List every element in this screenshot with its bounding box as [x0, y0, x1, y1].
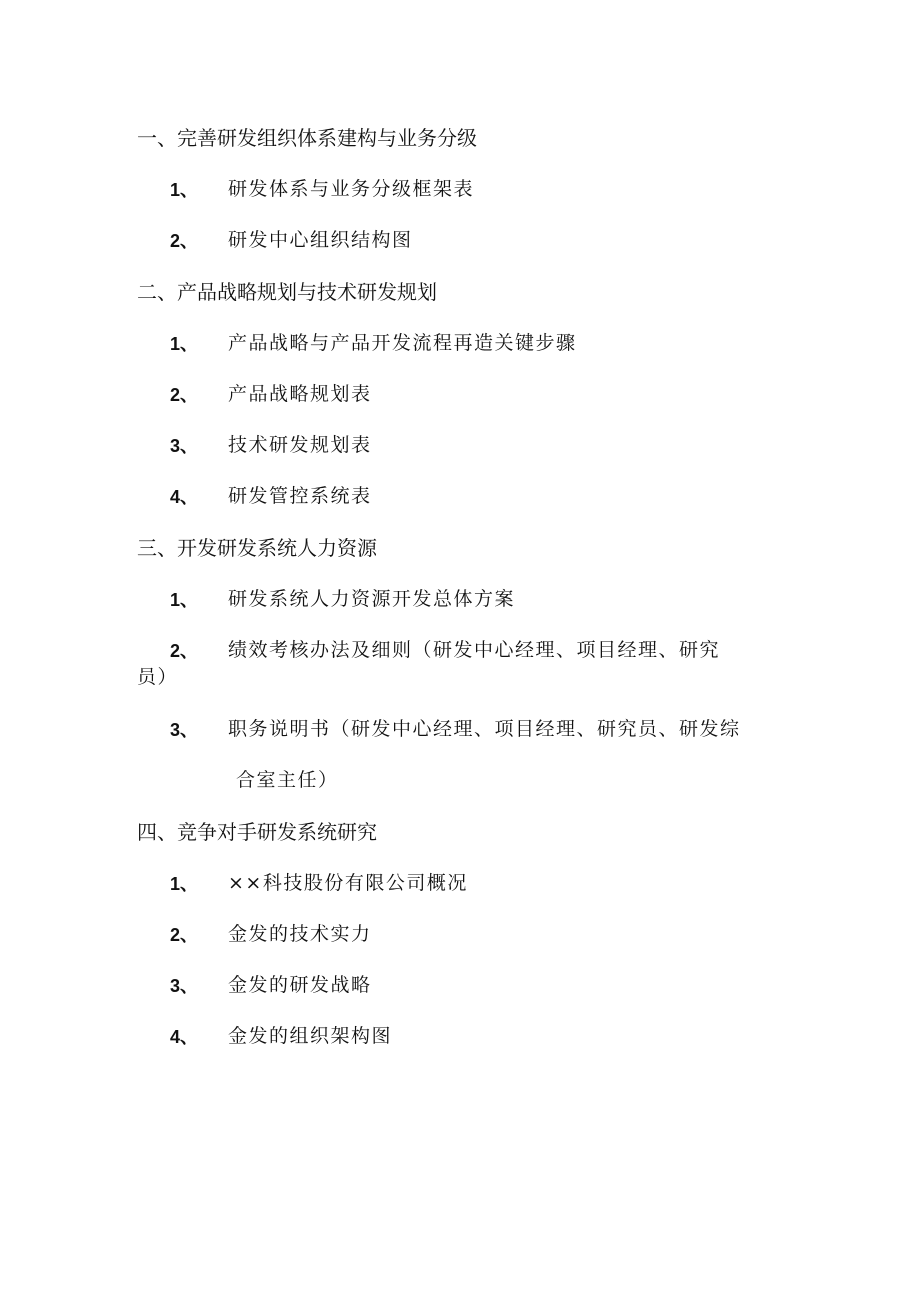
section-2-item-1-text: 产品战略与产品开发流程再造关键步骤: [228, 332, 577, 354]
section-3-item-2-number: 2、: [170, 641, 199, 661]
section-3-item-1-number: 1、: [170, 590, 199, 610]
section-2-title: 二、产品战略规划与技术研发规划: [137, 280, 437, 304]
section-3-item-3-text: 职务说明书（研发中心经理、项目经理、研究员、研发综: [228, 718, 741, 740]
section-4-item-4-number: 4、: [170, 1027, 199, 1047]
section-4-item-2-text: 金发的技术实力: [228, 923, 372, 945]
section-2-item-2-number: 2、: [170, 385, 199, 405]
section-3-item-1-text: 研发系统人力资源开发总体方案: [228, 588, 516, 610]
section-1-item-2-text: 研发中心组织结构图: [228, 229, 413, 251]
section-3-item-3-number: 3、: [170, 720, 199, 740]
section-4-item-3-number: 3、: [170, 976, 199, 996]
section-3-item-2-continuation: 员）: [137, 666, 179, 688]
section-2-item-4-number: 4、: [170, 487, 199, 507]
section-2-item-3-text: 技术研发规划表: [228, 434, 372, 456]
section-4-item-3-text: 金发的研发战略: [228, 974, 372, 996]
section-1-item-1-text: 研发体系与业务分级框架表: [228, 178, 475, 200]
section-1-title: 一、完善研发组织体系建构与业务分级: [137, 126, 477, 150]
section-2-item-3-number: 3、: [170, 436, 199, 456]
section-4-title: 四、竞争对手研发系统研究: [137, 820, 377, 844]
section-2-item-4-text: 研发管控系统表: [228, 485, 372, 507]
section-2-item-2-text: 产品战略规划表: [228, 383, 372, 405]
section-3-title: 三、开发研发系统人力资源: [137, 536, 377, 560]
section-4-item-2-number: 2、: [170, 925, 199, 945]
section-2-item-1-number: 1、: [170, 334, 199, 354]
section-4-item-1-text: ××科技股份有限公司概况: [228, 872, 468, 894]
section-1-item-2-number: 2、: [170, 231, 199, 251]
section-3-item-2-text: 绩效考核办法及细则（研发中心经理、项目经理、研究: [228, 639, 721, 661]
section-4-item-1-number: 1、: [170, 874, 199, 894]
section-3-item-3-continuation: 合室主任）: [236, 769, 339, 791]
section-1-item-1-number: 1、: [170, 180, 199, 200]
section-4-item-4-text: 金发的组织架构图: [228, 1025, 393, 1047]
